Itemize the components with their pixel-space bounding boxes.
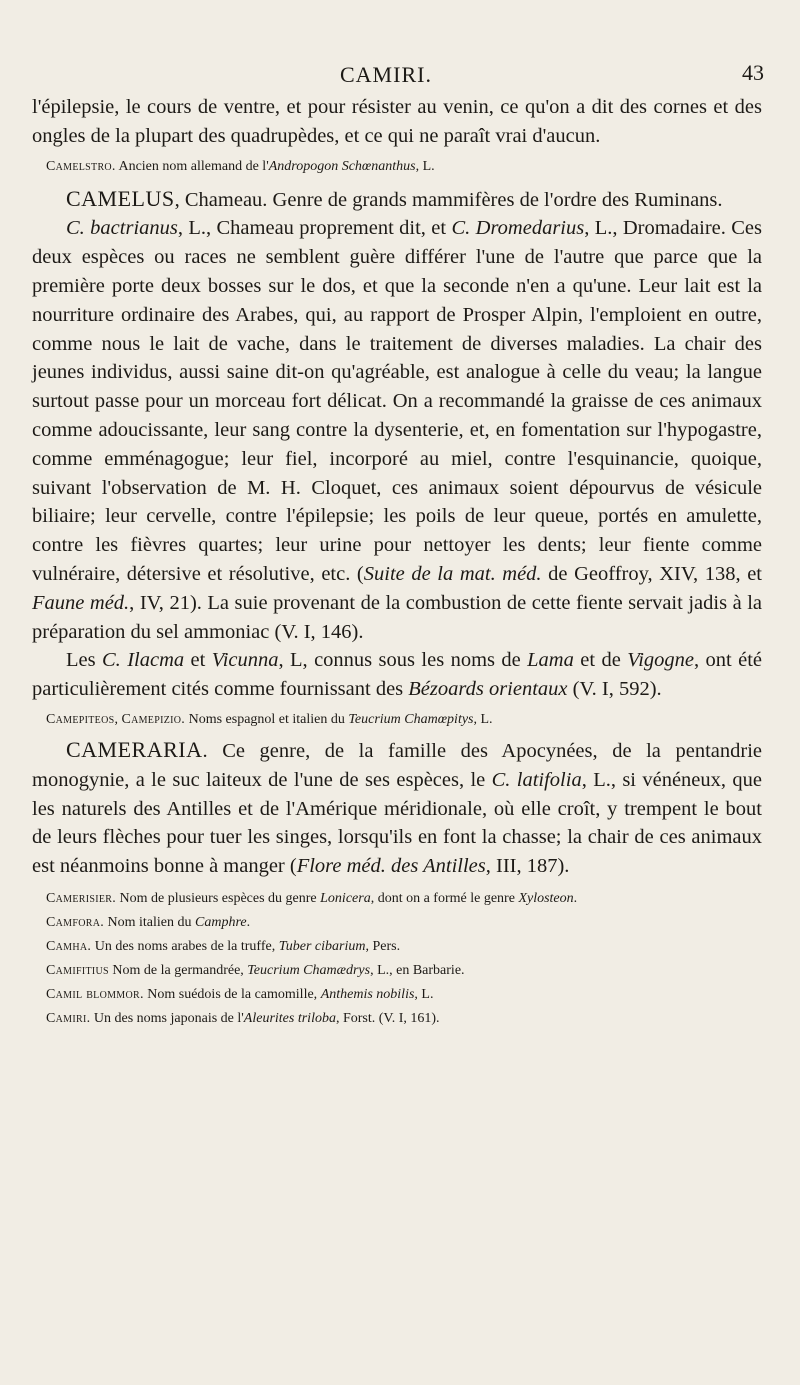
entry-camelus-ilacma bbox=[32, 646, 762, 704]
entry-text: , L. bbox=[473, 711, 493, 727]
entry-text: , dont on a formé le genre bbox=[370, 890, 519, 906]
italic-term: Aleurites triloba bbox=[243, 1010, 336, 1026]
italic-term: Vicunna bbox=[211, 649, 279, 672]
page-body bbox=[32, 93, 762, 1031]
italic-term: Camphre bbox=[195, 914, 247, 930]
entry-headword: Camil blommor. bbox=[46, 986, 144, 1002]
italic-term: Lonicera bbox=[320, 890, 371, 906]
entry-text: , Chameau. Genre de grands mammifères de l'ordre des Ruminans. bbox=[174, 188, 723, 211]
entry-camelus-bactrianus bbox=[32, 214, 762, 646]
entry-headword: CAMELUS bbox=[66, 185, 175, 211]
italic-term: Tuber cibarium bbox=[278, 938, 366, 954]
italic-term: Lama bbox=[527, 649, 574, 672]
entry-camil-blommor bbox=[32, 983, 762, 1007]
entry-camfora bbox=[32, 911, 762, 935]
entry-text: , L., en Barbarie. bbox=[370, 962, 465, 978]
entry-text: , L. bbox=[415, 158, 435, 174]
entry-text: (V. I, 592). bbox=[567, 678, 662, 701]
italic-term: C. latifolia bbox=[491, 768, 582, 791]
page-number: 43 bbox=[742, 60, 764, 85]
entry-cameraria bbox=[32, 736, 762, 881]
entry-text: , Pers. bbox=[365, 938, 401, 954]
italic-term: Faune méd. bbox=[32, 591, 130, 614]
entry-text: , L., Dromadaire. Ces deux espèces ou races ne semblent guère différer l'une de l'autre que parce que la première porte deux bosses sur le dos, et que la seconde n'en a qu'une. Leur lait est la nourriture ordinaire des Arabes, qui, au rapport de Prosper Alpin, l'emploient en outre, comme nous le lait de vache, dans le traitement de diverses maladies. La chair des jeunes individus, aussi saine dit-on qu'agréable, est analogue à celle du veau; la langue surtout passe pour un morceau fort délicat. On a recommandé la graisse de ces animaux comme adoucissante, leur sang contre la dysenterie, et, en fomentation sur l'hypogastre, comme emménagogue; leur fiel, incorporé au miel, contre l'esquinancie, quoique, suivant l'observation de M. H. Cloquet, ces animaux soient dépourvus de vésicule biliaire; leur cervelle, contre l'épilepsie; les poils de leur queue, portés en amulette, contre les fièvres quartes; leur urine pour nettoyer les dents; leur fiente comme vulnéraire, détersive et résolutive, etc. ( bbox=[32, 217, 762, 585]
entry-text: , L, connus sous les noms de bbox=[278, 649, 528, 672]
italic-term: Xylosteon bbox=[518, 890, 574, 906]
entry-text: , bbox=[114, 711, 122, 727]
italic-term: C. bactrianus bbox=[66, 217, 178, 240]
entry-text: l'épilepsie, le cours de ventre, et pour résister au venin, ce qu'on a dit des cornes et des ongles de la plupart des quadrupèdes, et ce qui ne paraît vrai d'aucun. bbox=[32, 96, 762, 147]
italic-term: Suite de la mat. méd. bbox=[363, 562, 542, 585]
entry-continuation bbox=[32, 93, 762, 151]
italic-term: C. Ilacma bbox=[102, 649, 185, 672]
entry-text: et de bbox=[573, 649, 628, 672]
entry-text: . bbox=[573, 890, 578, 906]
entry-text: Noms espagnol et italien du bbox=[185, 711, 349, 727]
italic-term: Teucrium Chamœpitys bbox=[348, 711, 474, 727]
running-head: CAMIRI. bbox=[340, 62, 432, 87]
entry-text: . Ce genre, de la famille des Apocynées, de la pentandrie monogynie, a le suc laiteux de l'une de ses espèces, le bbox=[32, 739, 762, 791]
entry-text: Les bbox=[66, 649, 102, 672]
italic-term: Flore méd. des Antilles bbox=[296, 855, 486, 878]
entry-headword: Camelstro. bbox=[46, 158, 116, 174]
entry-headword: Camfora. bbox=[46, 914, 105, 930]
italic-term: Anthemis nobilis bbox=[320, 986, 415, 1002]
entry-text: , IV, 21). La suie provenant de la combustion de cette fiente servait jadis à la préparation du sel ammoniac (V. I, 146). bbox=[32, 591, 762, 643]
entry-camelstro bbox=[32, 155, 762, 179]
entry-text: Nom suédois de la camomille, bbox=[143, 986, 321, 1002]
italic-term: C. Dromedarius bbox=[451, 217, 585, 240]
italic-term: Vigogne bbox=[627, 649, 694, 672]
entry-camha bbox=[32, 935, 762, 959]
entry-text: , L., si vénéneux, que les naturels des Antilles et de l'Amérique méridionale, où elle croît, y trempent le bout de leurs flèches pour tuer les singes, lorsqu'ils en font la chasse; la chair de ces animaux est néanmoins bonne à manger ( bbox=[32, 768, 762, 878]
italic-term: Teucrium Chamædrys bbox=[247, 962, 371, 978]
entry-text: , L. bbox=[414, 986, 434, 1002]
italic-term: Bézoards orientaux bbox=[408, 678, 568, 701]
entry-text: , ont été particulièrement cités comme fournissant des bbox=[32, 649, 762, 701]
entry-camerisier bbox=[32, 887, 762, 911]
entry-text: , L., Chameau proprement dit, et bbox=[177, 217, 452, 240]
entry-headword: Camerisier. bbox=[46, 890, 117, 906]
entry-headword: Camiri. bbox=[46, 1010, 91, 1026]
entry-headword: Camifitius bbox=[46, 962, 109, 978]
entry-text: Ancien nom allemand de l' bbox=[115, 158, 269, 174]
italic-term: Andropogon Schœnanthus bbox=[268, 158, 416, 174]
entry-text: et bbox=[184, 649, 212, 672]
entry-camiri bbox=[32, 1007, 762, 1031]
entry-text: Un des noms japonais de l' bbox=[90, 1010, 244, 1026]
entry-headword: Camha. bbox=[46, 938, 92, 954]
entry-camepiteos bbox=[32, 708, 762, 732]
entry-headword: Camepizio. bbox=[121, 711, 186, 727]
entry-text: , Forst. (V. I, 161). bbox=[335, 1010, 440, 1026]
entry-headword: Camepiteos bbox=[46, 711, 115, 727]
entry-headword: CAMERARIA bbox=[66, 736, 203, 762]
entry-text: . bbox=[246, 914, 251, 930]
entry-camifitius bbox=[32, 959, 762, 983]
entry-camelus bbox=[32, 185, 762, 215]
entry-text: , III, 187). bbox=[485, 855, 570, 878]
entry-text: Nom de la germandrée, bbox=[108, 962, 248, 978]
entry-text: Nom italien du bbox=[104, 914, 196, 930]
page-header bbox=[0, 62, 800, 92]
entry-text: Un des noms arabes de la truffe, bbox=[91, 938, 279, 954]
entry-text: Nom de plusieurs espèces du genre bbox=[116, 890, 321, 906]
entry-text: de Geoffroy, XIV, 138, et bbox=[541, 562, 762, 585]
